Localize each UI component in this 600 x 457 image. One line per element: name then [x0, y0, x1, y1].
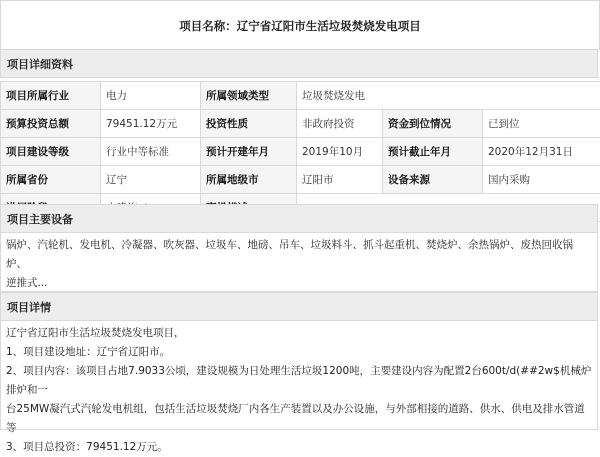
domain-label: 所属领域类型 — [201, 82, 297, 110]
detail-line: 1、项目建设地址：辽宁省辽阳市。 — [6, 343, 592, 362]
detail-line: 2、项目内容：该项目占地7.9033公顷，建设规模为日处理生活垃圾1200吨，主要建设内容为配置2台600t/d(##2w$机械炉排炉和一 — [6, 362, 592, 400]
province-label: 所属省份 — [1, 166, 101, 194]
province-value: 辽宁 — [101, 166, 201, 194]
detail-line: 3、项目总投资：79451.12万元。 — [6, 438, 592, 457]
project-detail-text — [0, 320, 598, 430]
table-row — [1, 82, 600, 110]
domain-value: 垃圾焚烧发电 — [297, 82, 600, 110]
detail-line: 辽宁省辽阳市生活垃圾焚烧发电项目， — [6, 324, 592, 343]
table-row — [1, 166, 600, 194]
section-heading-info: 项目详细资料 — [0, 49, 598, 78]
equipment-line: 锅炉、汽轮机、发电机、冷凝器、吹灰器、垃圾车、地磅、吊车、垃圾料斗、抓斗起重机、焚烧炉、余热锅炉、废热回收锅炉、 — [6, 236, 592, 274]
budget-value: 79451.12万元 — [101, 110, 201, 138]
city-value: 辽阳市 — [297, 166, 383, 194]
funding-label: 资金到位情况 — [383, 110, 483, 138]
industry-label: 项目所属行业 — [1, 82, 101, 110]
nature-value: 非政府投资 — [297, 110, 383, 138]
equipment-line: 逆推式... — [6, 274, 592, 293]
section-heading-equipment: 项目主要设备 — [0, 204, 598, 233]
grade-label: 项目建设等级 — [1, 138, 101, 166]
page-title: 项目名称：辽宁省辽阳市生活垃圾焚烧发电项目 — [0, 0, 600, 50]
equipment-list — [0, 232, 598, 292]
end-value: 2020年12月31日 — [483, 138, 600, 166]
start-label: 预计开建年月 — [201, 138, 297, 166]
end-label: 预计截止年月 — [383, 138, 483, 166]
table-row — [1, 110, 600, 138]
detail-line: 台25MW凝汽式汽轮发电机组，包括生活垃圾焚烧厂内各生产装置以及办公设施，与外部相接的道路、供水、供电及排水管道等 — [6, 400, 592, 438]
section-heading-detail: 项目详情 — [0, 292, 598, 321]
table-row — [1, 138, 600, 166]
budget-label: 预算投资总额 — [1, 110, 101, 138]
city-label: 所属地级市 — [201, 166, 297, 194]
details-table — [0, 81, 600, 222]
industry-value: 电力 — [101, 82, 201, 110]
start-value: 2019年10月 — [297, 138, 383, 166]
funding-value: 已到位 — [483, 110, 600, 138]
source-value: 国内采购 — [483, 166, 600, 194]
grade-value: 行业中等标准 — [101, 138, 201, 166]
source-label: 设备来源 — [383, 166, 483, 194]
nature-label: 投资性质 — [201, 110, 297, 138]
